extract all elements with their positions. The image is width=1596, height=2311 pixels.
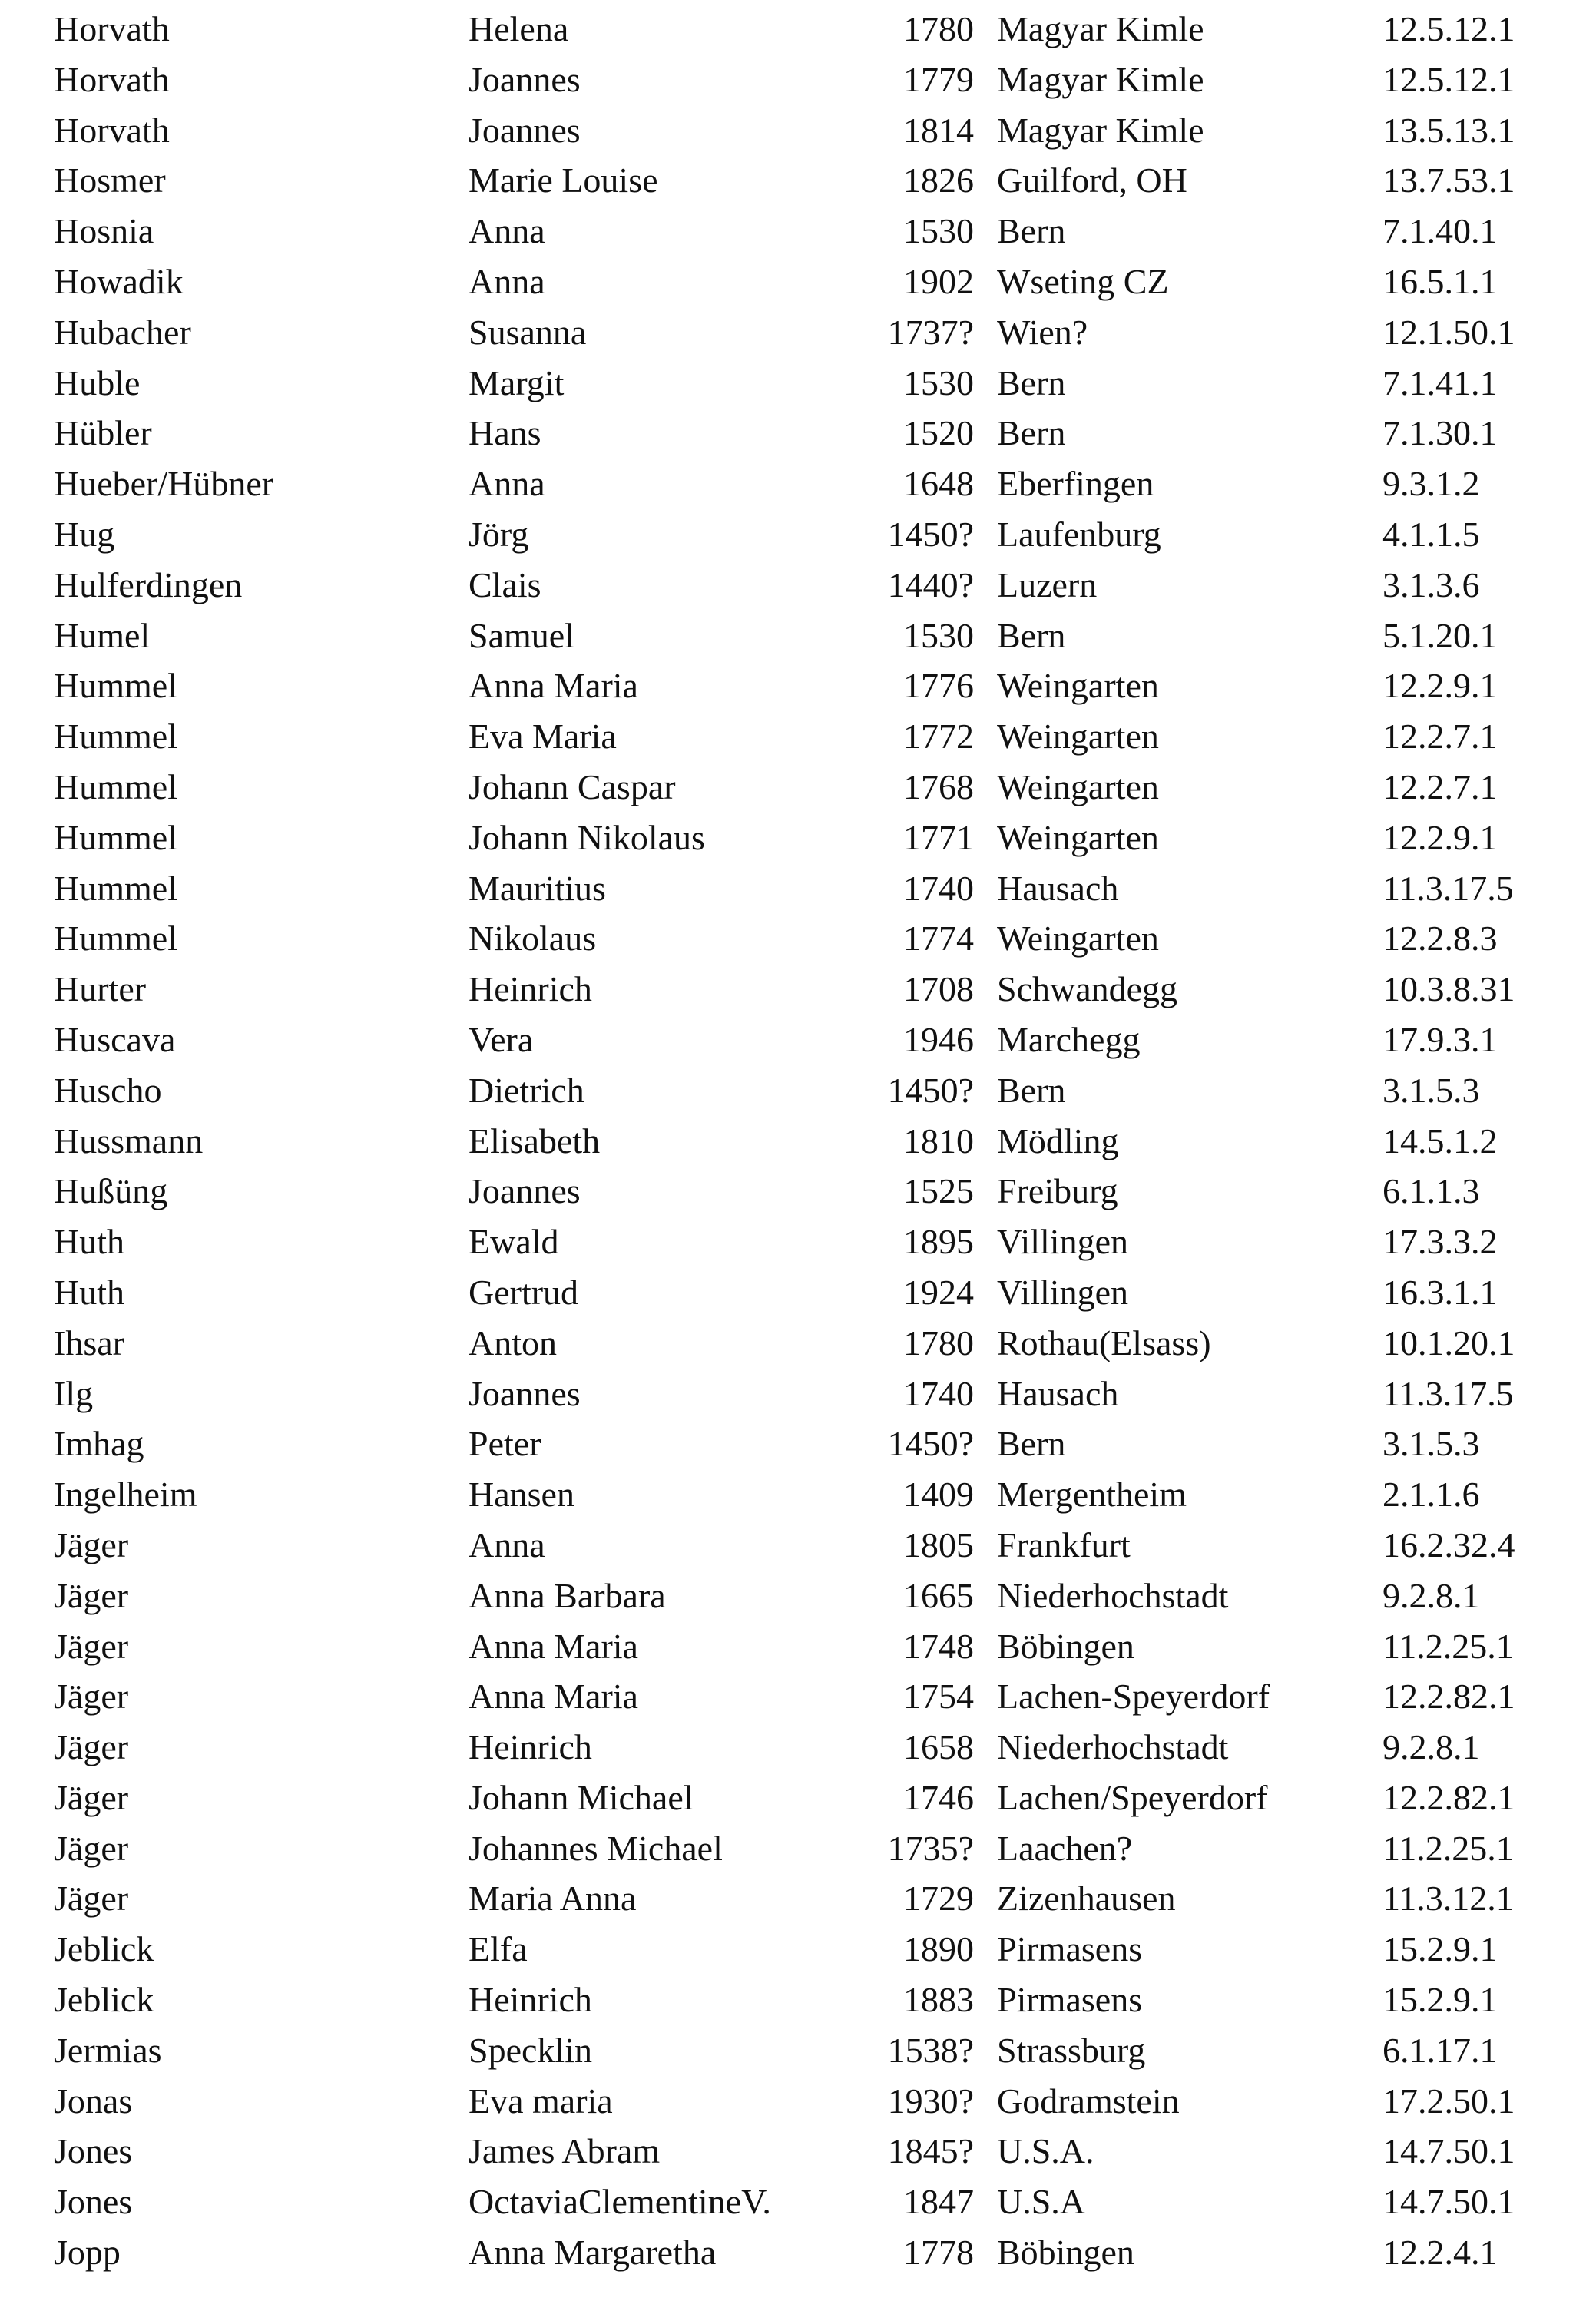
birth-place: Lachen/Speyerdorf [997,1777,1268,1817]
register-row [0,109,1596,160]
birth-year: 1924 [903,1272,974,1312]
birth-year: 1450? [887,514,974,554]
surname: Ihsar [54,1323,124,1362]
reference-code: 12.2.82.1 [1382,1777,1515,1817]
birth-place: Hausach [997,1373,1119,1413]
reference-code: 5.1.20.1 [1382,615,1498,655]
birth-place: Weingarten [997,666,1159,706]
given-name: Anna [469,211,545,251]
register-row [0,664,1596,715]
birth-place: Bern [997,1424,1066,1464]
birth-year: 1780 [903,1323,974,1362]
given-name: Anna Maria [469,1626,638,1666]
surname: Jonas [54,2081,133,2121]
surname: Jones [54,2182,133,2222]
register-row [0,1877,1596,1928]
surname: Hummel [54,919,177,959]
surname: Hosnia [54,211,154,251]
birth-year: 1530 [903,211,974,251]
reference-code: 12.5.12.1 [1382,59,1515,99]
birth-place: Strassburg [997,2030,1146,2070]
register-row [0,2080,1596,2131]
birth-place: Villingen [997,1272,1128,1312]
birth-year: 1708 [903,969,974,1009]
given-name: Vera [469,1019,534,1059]
birth-place: Villingen [997,1222,1128,1262]
register-row [0,8,1596,58]
given-name: Anna Maria [469,1677,638,1717]
surname: Jopp [54,2233,121,2273]
birth-year: 1658 [903,1727,974,1767]
birth-place: Wseting CZ [997,261,1169,301]
reference-code: 16.5.1.1 [1382,261,1498,301]
birth-place: Weingarten [997,919,1159,959]
reference-code: 14.5.1.2 [1382,1121,1498,1160]
register-row [0,2231,1596,2282]
surname: Jäger [54,1777,129,1817]
birth-place: Mödling [997,1121,1119,1160]
register-row [0,1574,1596,1625]
given-name: Joannes [469,1373,581,1413]
birth-place: Lachen-Speyerdorf [997,1677,1270,1717]
birth-place: U.S.A [997,2182,1086,2222]
surname: Jäger [54,1525,129,1564]
surname: Jäger [54,1828,129,1868]
given-name: Anna [469,464,545,504]
surname: Jäger [54,1677,129,1717]
reference-code: 12.2.8.3 [1382,919,1498,959]
birth-place: Mergentheim [997,1475,1187,1515]
register-row [0,362,1596,412]
reference-code: 9.2.8.1 [1382,1575,1480,1615]
given-name: Clais [469,565,541,604]
register-row [0,564,1596,614]
birth-year: 1740 [903,868,974,908]
given-name: Heinrich [469,1727,592,1767]
reference-code: 12.5.12.1 [1382,9,1515,48]
surname: Imhag [54,1424,144,1464]
surname: Ingelheim [54,1475,197,1515]
reference-code: 11.2.25.1 [1382,1626,1514,1666]
register-row [0,2029,1596,2080]
birth-year: 1409 [903,1475,974,1515]
birth-year: 1768 [903,766,974,806]
given-name: Johann Michael [469,1777,694,1817]
birth-year: 1847 [903,2182,974,2222]
birth-place: Luzern [997,565,1098,604]
reference-code: 17.9.3.1 [1382,1019,1498,1059]
given-name: Heinrich [469,1980,592,2020]
reference-code: 11.3.12.1 [1382,1879,1514,1919]
register-row [0,1776,1596,1827]
given-name: Johann Caspar [469,766,676,806]
reference-code: 6.1.17.1 [1382,2030,1498,2070]
surname: Hubacher [54,312,191,352]
birth-place: Guilford, OH [997,161,1187,200]
reference-code: 14.7.50.1 [1382,2182,1515,2222]
surname: Howadik [54,261,184,301]
given-name: Anton [469,1323,557,1362]
birth-place: Frankfurt [997,1525,1131,1564]
register-row [0,1220,1596,1271]
reference-code: 17.3.3.2 [1382,1222,1498,1262]
birth-place: Marchegg [997,1019,1141,1059]
surname: Hulferdingen [54,565,243,604]
birth-year: 1530 [903,615,974,655]
birth-year: 1845? [887,2131,974,2171]
birth-year: 1946 [903,1019,974,1059]
birth-place: Magyar Kimle [997,110,1204,150]
birth-place: Bern [997,363,1066,402]
given-name: Anna [469,261,545,301]
birth-year: 1826 [903,161,974,200]
given-name: Eva maria [469,2081,613,2121]
given-name: Dietrich [469,1070,584,1110]
surname: Jermias [54,2030,162,2070]
birth-place: Zizenhausen [997,1879,1176,1919]
reference-code: 12.2.9.1 [1382,817,1498,857]
reference-code: 10.3.8.31 [1382,969,1515,1009]
register-row [0,1625,1596,1676]
birth-place: Godramstein [997,2081,1180,2121]
reference-code: 10.1.20.1 [1382,1323,1515,1362]
birth-year: 1450? [887,1070,974,1110]
genealogy-register [0,8,1596,2282]
surname: Jones [54,2131,133,2171]
birth-place: Wien? [997,312,1088,352]
given-name: Heinrich [469,969,592,1009]
reference-code: 9.3.1.2 [1382,464,1480,504]
birth-place: Laufenburg [997,514,1161,554]
surname: Huth [54,1272,124,1312]
surname: Hummel [54,666,177,706]
birth-year: 1754 [903,1677,974,1717]
register-row [0,715,1596,766]
birth-place: Rothau(Elsass) [997,1323,1211,1362]
reference-code: 15.2.9.1 [1382,1929,1498,1969]
reference-code: 15.2.9.1 [1382,1980,1498,2020]
birth-place: Magyar Kimle [997,59,1204,99]
birth-place: Niederhochstadt [997,1575,1229,1615]
surname: Jäger [54,1879,129,1919]
register-row [0,210,1596,260]
surname: Horvath [54,59,170,99]
register-row [0,1524,1596,1574]
register-row [0,1271,1596,1322]
reference-code: 14.7.50.1 [1382,2131,1515,2171]
register-row [0,867,1596,918]
birth-year: 1805 [903,1525,974,1564]
reference-code: 13.5.13.1 [1382,110,1515,150]
birth-place: Bern [997,211,1066,251]
birth-year: 1778 [903,2233,974,2273]
register-row [0,2180,1596,2231]
birth-year: 1746 [903,1777,974,1817]
birth-year: 1771 [903,817,974,857]
register-row [0,917,1596,968]
reference-code: 12.1.50.1 [1382,312,1515,352]
given-name: Helena [469,9,569,48]
birth-place: Böbingen [997,2233,1134,2273]
birth-year: 1530 [903,363,974,402]
register-row [0,58,1596,109]
birth-year: 1737? [887,312,974,352]
given-name: Elisabeth [469,1121,601,1160]
register-row [0,1372,1596,1423]
given-name: Hansen [469,1475,574,1515]
reference-code: 11.3.17.5 [1382,1373,1514,1413]
register-row [0,1473,1596,1524]
reference-code: 9.2.8.1 [1382,1727,1480,1767]
given-name: Gertrud [469,1272,579,1312]
surname: Hummel [54,717,177,757]
given-name: Jörg [469,514,529,554]
birth-year: 1814 [903,110,974,150]
register-row [0,1726,1596,1776]
surname: Hußüng [54,1171,168,1211]
birth-year: 1648 [903,464,974,504]
register-row [0,1170,1596,1220]
surname: Huscava [54,1019,176,1059]
given-name: Joannes [469,59,581,99]
birth-place: Laachen? [997,1828,1133,1868]
surname: Hübler [54,413,152,453]
register-row [0,1675,1596,1726]
register-row [0,311,1596,362]
reference-code: 16.3.1.1 [1382,1272,1498,1312]
register-row [0,462,1596,513]
reference-code: 12.2.82.1 [1382,1677,1515,1717]
register-row [0,816,1596,867]
given-name: Mauritius [469,868,606,908]
birth-year: 1748 [903,1626,974,1666]
reference-code: 13.7.53.1 [1382,161,1515,200]
birth-year: 1883 [903,1980,974,2020]
birth-place: Freiburg [997,1171,1118,1211]
reference-code: 17.2.50.1 [1382,2081,1515,2121]
register-row [0,159,1596,210]
birth-year: 1902 [903,261,974,301]
birth-year: 1735? [887,1828,974,1868]
birth-place: Pirmasens [997,1980,1143,2020]
birth-year: 1740 [903,1373,974,1413]
given-name: Anna [469,1525,545,1564]
reference-code: 11.3.17.5 [1382,868,1514,908]
given-name: Peter [469,1424,541,1464]
surname: Horvath [54,9,170,48]
reference-code: 3.1.5.3 [1382,1424,1480,1464]
surname: Jeblick [54,1980,154,2020]
birth-place: Eberfingen [997,464,1154,504]
birth-year: 1780 [903,9,974,48]
birth-year: 1772 [903,717,974,757]
reference-code: 12.2.7.1 [1382,717,1498,757]
given-name: Specklin [469,2030,592,2070]
birth-place: Böbingen [997,1626,1134,1666]
reference-code: 3.1.5.3 [1382,1070,1480,1110]
register-row [0,1422,1596,1473]
surname: Jeblick [54,1929,154,1969]
given-name: Marie Louise [469,161,658,200]
register-row [0,614,1596,665]
birth-place: Bern [997,615,1066,655]
birth-year: 1450? [887,1424,974,1464]
surname: Hug [54,514,115,554]
birth-year: 1890 [903,1929,974,1969]
register-row [0,1120,1596,1170]
reference-code: 11.2.25.1 [1382,1828,1514,1868]
reference-code: 12.2.9.1 [1382,666,1498,706]
birth-year: 1810 [903,1121,974,1160]
birth-year: 1729 [903,1879,974,1919]
birth-place: Bern [997,1070,1066,1110]
birth-year: 1440? [887,565,974,604]
birth-year: 1538? [887,2030,974,2070]
birth-place: Weingarten [997,766,1159,806]
register-row [0,1018,1596,1069]
birth-place: Magyar Kimle [997,9,1204,48]
birth-place: Weingarten [997,717,1159,757]
given-name: Nikolaus [469,919,597,959]
surname: Hurter [54,969,147,1009]
register-row [0,968,1596,1018]
given-name: James Abram [469,2131,661,2171]
birth-year: 1776 [903,666,974,706]
surname: Huth [54,1222,124,1262]
reference-code: 7.1.41.1 [1382,363,1498,402]
birth-year: 1895 [903,1222,974,1262]
birth-year: 1930? [887,2081,974,2121]
given-name: Eva Maria [469,717,617,757]
surname: Hummel [54,868,177,908]
birth-place: Weingarten [997,817,1159,857]
surname: Hussmann [54,1121,204,1160]
given-name: Samuel [469,615,574,655]
surname: Jäger [54,1626,129,1666]
birth-year: 1520 [903,413,974,453]
register-row [0,260,1596,311]
given-name: Johann Nikolaus [469,817,705,857]
surname: Humel [54,615,151,655]
birth-year: 1665 [903,1575,974,1615]
reference-code: 12.2.7.1 [1382,766,1498,806]
surname: Jäger [54,1575,129,1615]
birth-place: Hausach [997,868,1119,908]
given-name: Johannes Michael [469,1828,723,1868]
register-row [0,412,1596,462]
reference-code: 16.2.32.4 [1382,1525,1515,1564]
surname: Hueber/Hübner [54,464,274,504]
register-row [0,1069,1596,1120]
given-name: Ewald [469,1222,559,1262]
surname: Ilg [54,1373,94,1413]
given-name: Anna Maria [469,666,638,706]
reference-code: 4.1.1.5 [1382,514,1480,554]
register-row [0,1928,1596,1978]
birth-year: 1779 [903,59,974,99]
given-name: Maria Anna [469,1879,637,1919]
surname: Hosmer [54,161,166,200]
birth-place: Schwandegg [997,969,1178,1009]
register-row [0,513,1596,564]
surname: Hummel [54,817,177,857]
surname: Huscho [54,1070,162,1110]
given-name: Hans [469,413,541,453]
surname: Horvath [54,110,170,150]
register-row [0,1322,1596,1372]
given-name: Joannes [469,110,581,150]
given-name: Susanna [469,312,587,352]
birth-year: 1774 [903,919,974,959]
surname: Hummel [54,766,177,806]
given-name: Elfa [469,1929,528,1969]
register-row [0,1978,1596,2029]
surname: Huble [54,363,141,402]
birth-year: 1525 [903,1171,974,1211]
register-row [0,2130,1596,2180]
register-row [0,766,1596,816]
reference-code: 12.2.4.1 [1382,2233,1498,2273]
register-row [0,1827,1596,1878]
given-name: Anna Barbara [469,1575,666,1615]
reference-code: 2.1.1.6 [1382,1475,1480,1515]
given-name: Joannes [469,1171,581,1211]
reference-code: 6.1.1.3 [1382,1171,1480,1211]
reference-code: 7.1.30.1 [1382,413,1498,453]
birth-place: Niederhochstadt [997,1727,1229,1767]
reference-code: 3.1.3.6 [1382,565,1480,604]
given-name: OctaviaClementineV. [469,2182,771,2222]
reference-code: 7.1.40.1 [1382,211,1498,251]
birth-place: Bern [997,413,1066,453]
surname: Jäger [54,1727,129,1767]
birth-place: Pirmasens [997,1929,1143,1969]
birth-place: U.S.A. [997,2131,1094,2171]
given-name: Anna Margaretha [469,2233,717,2273]
given-name: Margit [469,363,565,402]
